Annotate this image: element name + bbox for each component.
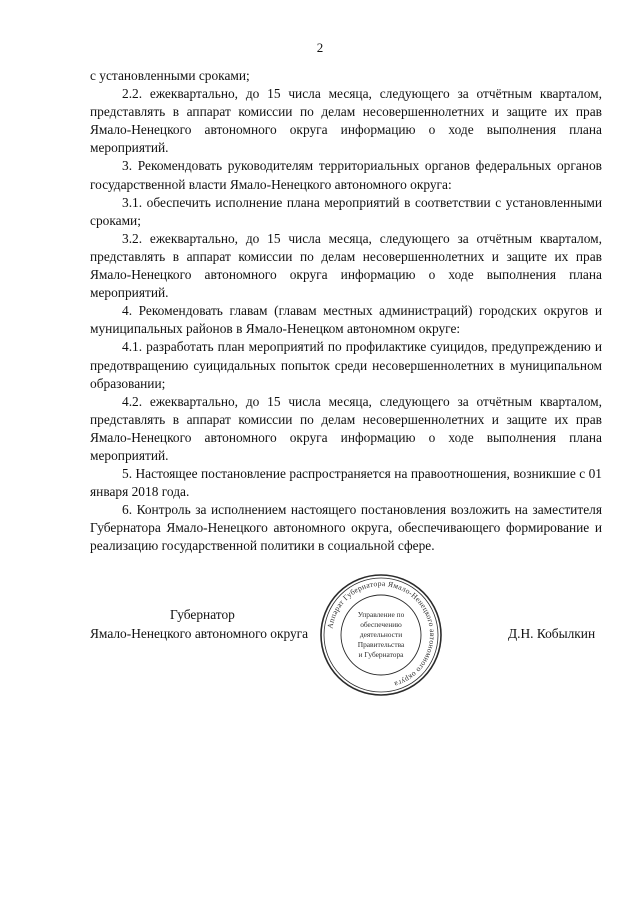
paragraph: 3.1. обеспечить исполнение плана мероприятий в соответствии с установленными сроками; — [90, 194, 602, 228]
paragraph: 2.2. ежеквартально, до 15 числа месяца, следующего за отчётным кварталом, представлять в аппарат комиссии по делам несовершеннолетних и защите их прав Ямало-Ненецкого автономного округа информацию о ходе выполнения плана мероприятий. — [90, 86, 602, 156]
svg-text:Управление по: Управление по — [357, 610, 405, 619]
svg-text:Аппарат Губернатора Ямало-Нене: Аппарат Губернатора Ямало-Ненецкого автономного округа — [325, 578, 438, 690]
signer-title: Губернатор — [170, 607, 235, 622]
paragraph: 6. Контроль за исполнением настоящего постановления возложить на заместителя Губернатора Ямало-Ненецкого автономного округа, обеспечивающего формирование и реализацию государственной политики в социальной сфере. — [90, 502, 602, 554]
paragraph: 3.2. ежеквартально, до 15 числа месяца, следующего за отчётным кварталом, представлять в аппарат комиссии по делам несовершеннолетних и защите их прав Ямало-Ненецкого автономного округа информацию о ходе выполнения плана мероприятий. — [90, 230, 602, 301]
svg-text:Правительства: Правительства — [357, 640, 405, 649]
signer-title-region: Ямало-Ненецкого автономного округа — [90, 626, 309, 641]
paragraph: 4. Рекомендовать главам (главам местных администраций) городских округов и муниципальных районов в Ямало-Ненецком автономном округе: — [90, 303, 602, 337]
paragraph: 3. Рекомендовать руководителям территориальных органов федеральных органов государственной власти Ямало-Ненецкого автономного округа: — [90, 158, 602, 192]
official-seal-stamp — [318, 572, 444, 698]
signer-name: Д.Н. Кобылкин — [508, 626, 596, 641]
paragraph: 4.2. ежеквартально, до 15 числа месяца, следующего за отчётным кварталом, представлять в аппарат комиссии по делам несовершеннолетних и защите их прав Ямало-Ненецкого автономного округа информацию о ходе выполнения плана мероприятий. — [90, 393, 602, 463]
svg-text:обеспечению: обеспечению — [360, 620, 402, 629]
paragraph: 5. Настоящее постановление распространяется на правоотношения, возникшие с 01 января 2018 года. — [90, 466, 602, 500]
paragraph: 4.1. разработать план мероприятий по профилактике суицидов, предупреждению и предотвращению суицидальных попыток среди несовершеннолетних в муниципальном образовании; — [90, 339, 602, 391]
page-number: 2 — [316, 40, 324, 55]
paragraph: с установленными сроками; — [90, 68, 250, 83]
svg-text:деятельности: деятельности — [359, 630, 403, 639]
svg-text:и Губернатора: и Губернатора — [358, 650, 404, 659]
